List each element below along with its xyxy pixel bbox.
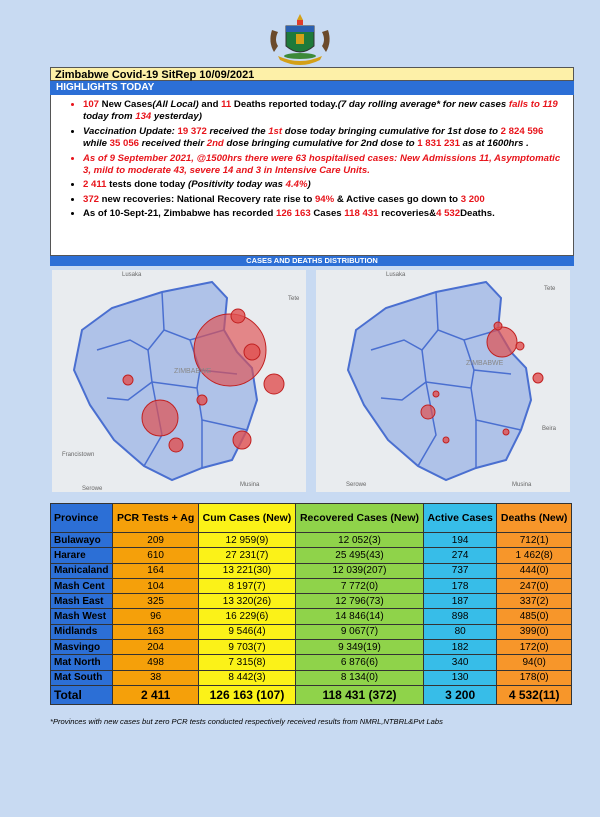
table-cell: 8 134(0) <box>296 670 424 685</box>
table-cell: 172(0) <box>497 640 572 655</box>
table-cell: 485(0) <box>497 609 572 624</box>
table-cell: 12 052(3) <box>296 533 424 548</box>
table-cell: 163 <box>113 624 199 639</box>
table-cell: 337(2) <box>497 594 572 609</box>
table-row <box>51 533 572 548</box>
map-label-serowe: Serowe <box>82 486 103 492</box>
table-row <box>51 640 572 655</box>
table-row <box>51 563 572 578</box>
table-cell: 182 <box>423 640 496 655</box>
table-cell: Mat South <box>51 670 113 685</box>
table-total-cell: 3 200 <box>423 685 496 704</box>
map-label-francistown: Francistown <box>62 452 95 458</box>
table-cell: 340 <box>423 655 496 670</box>
map-label-serowe-2: Serowe <box>346 482 367 488</box>
table-cell: 187 <box>423 594 496 609</box>
table-cell: 178(0) <box>497 670 572 685</box>
province-table <box>50 503 572 705</box>
table-cell: 1 462(8) <box>497 548 572 563</box>
deaths-map <box>316 270 570 492</box>
distribution-header: CASES AND DEATHS DISTRIBUTION <box>50 256 574 266</box>
highlight-new-cases: • 107 New Cases(All Local) and 11 Deaths reported today.(7 day rolling average* for new cases falls to 119 today from 134 yesterday) <box>83 99 567 124</box>
highlights-header: HIGHLIGHTS TODAY <box>50 81 574 95</box>
table-cell: 27 231(7) <box>198 548 295 563</box>
table-total-cell: 4 532(11) <box>497 685 572 704</box>
map-label-beira: Beira <box>542 426 557 432</box>
table-cell: Mash Cent <box>51 578 113 593</box>
table-cell: 104 <box>113 578 199 593</box>
table-total-row <box>51 685 572 704</box>
table-cell: 209 <box>113 533 199 548</box>
table-cell: 12 959(9) <box>198 533 295 548</box>
highlight-hospitalised: • As of 9 September 2021, @1500hrs there were 63 hospitalised cases: New Admissions 11, Asymptomatic 3, mild to moderate 43, severe 14 and 3 in Intensive Care Units. <box>83 153 567 178</box>
col-header-tests: PCR Tests + Ag <box>113 504 199 533</box>
table-cell: Mash West <box>51 609 113 624</box>
table-cell: Mash East <box>51 594 113 609</box>
table-row <box>51 670 572 685</box>
table-cell: 444(0) <box>497 563 572 578</box>
table-cell: 130 <box>423 670 496 685</box>
highlights-box <box>50 95 574 256</box>
table-cell: 399(0) <box>497 624 572 639</box>
table-cell: Mat North <box>51 655 113 670</box>
table-cell: 94(0) <box>497 655 572 670</box>
highlight-cumulative: • As of 10-Sept-21, Zimbabwe has recorded 126 163 Cases 118 431 recoveries&4 532Deaths. <box>83 208 567 220</box>
highlight-tests: • 2 411 tests done today (Positivity today was 4.4%) <box>83 179 567 191</box>
col-header-province: Province <box>51 504 113 533</box>
col-header-active: Active Cases <box>423 504 496 533</box>
table-cell: Midlands <box>51 624 113 639</box>
table-cell: 712(1) <box>497 533 572 548</box>
table-cell: 7 315(8) <box>198 655 295 670</box>
footnote: *Provinces with new cases but zero PCR tests conducted respectively received results from NMRL,NTBRL&Pvt Labs <box>50 717 443 726</box>
map-label-musina-2: Musina <box>512 482 532 488</box>
report-title: Zimbabwe Covid-19 SitRep 10/09/2021 <box>50 67 574 81</box>
col-header-recovered: Recovered Cases (New) <box>296 504 424 533</box>
map-label-zimbabwe-2: ZIMBABWE <box>466 360 504 367</box>
table-cell: Harare <box>51 548 113 563</box>
table-cell: Masvingo <box>51 640 113 655</box>
table-cell: 164 <box>113 563 199 578</box>
table-cell: 12 039(207) <box>296 563 424 578</box>
table-cell: 610 <box>113 548 199 563</box>
table-cell: 16 229(6) <box>198 609 295 624</box>
zimbabwe-coat-of-arms-icon <box>264 12 336 68</box>
cases-map <box>52 270 306 492</box>
table-cell: 194 <box>423 533 496 548</box>
table-row <box>51 655 572 670</box>
table-cell: 38 <box>113 670 199 685</box>
table-cell: 737 <box>423 563 496 578</box>
table-cell: 898 <box>423 609 496 624</box>
table-cell: 96 <box>113 609 199 624</box>
table-cell: 9 703(7) <box>198 640 295 655</box>
table-total-cell: 2 411 <box>113 685 199 704</box>
table-cell: 204 <box>113 640 199 655</box>
table-cell: 9 067(7) <box>296 624 424 639</box>
table-row <box>51 548 572 563</box>
table-total-cell: 126 163 (107) <box>198 685 295 704</box>
table-row <box>51 609 572 624</box>
table-cell: Manicaland <box>51 563 113 578</box>
map-label-lusaka: Lusaka <box>122 272 142 278</box>
highlight-vaccination: • Vaccination Update: 19 372 received the 1st dose today bringing cumulative for 1st dose to 2 824 596 while 35 056 received their 2nd dose bringing cumulative for 2nd dose to 1 831 231 as at 1600hrs . <box>83 126 567 151</box>
col-header-cum-cases: Cum Cases (New) <box>198 504 295 533</box>
table-cell: 14 846(14) <box>296 609 424 624</box>
table-row <box>51 578 572 593</box>
map-label-tete-2: Tete <box>544 286 556 292</box>
table-cell: 325 <box>113 594 199 609</box>
table-cell: 9 349(19) <box>296 640 424 655</box>
map-label-lusaka-2: Lusaka <box>386 272 406 278</box>
map-label-musina: Musina <box>240 482 260 488</box>
table-cell: 13 320(26) <box>198 594 295 609</box>
table-cell: 247(0) <box>497 578 572 593</box>
table-cell: 7 772(0) <box>296 578 424 593</box>
table-header-row <box>51 504 572 533</box>
table-row <box>51 594 572 609</box>
table-cell: 80 <box>423 624 496 639</box>
table-cell: 498 <box>113 655 199 670</box>
highlight-recoveries: • 372 new recoveries: National Recovery rate rise to 94% & Active cases go down to 3 200 <box>83 194 567 206</box>
table-total-cell: 118 431 (372) <box>296 685 424 704</box>
table-cell: Bulawayo <box>51 533 113 548</box>
table-cell: 6 876(6) <box>296 655 424 670</box>
table-cell: 13 221(30) <box>198 563 295 578</box>
table-row <box>51 624 572 639</box>
table-cell: 274 <box>423 548 496 563</box>
table-cell: 9 546(4) <box>198 624 295 639</box>
col-header-deaths: Deaths (New) <box>497 504 572 533</box>
table-cell: 8 197(7) <box>198 578 295 593</box>
table-cell: 8 442(3) <box>198 670 295 685</box>
table-total-cell: Total <box>51 685 113 704</box>
table-cell: 178 <box>423 578 496 593</box>
map-label-zimbabwe: ZIMBABWE <box>174 368 212 375</box>
table-cell: 12 796(73) <box>296 594 424 609</box>
table-cell: 25 495(43) <box>296 548 424 563</box>
map-label-tete: Tete <box>288 296 300 302</box>
